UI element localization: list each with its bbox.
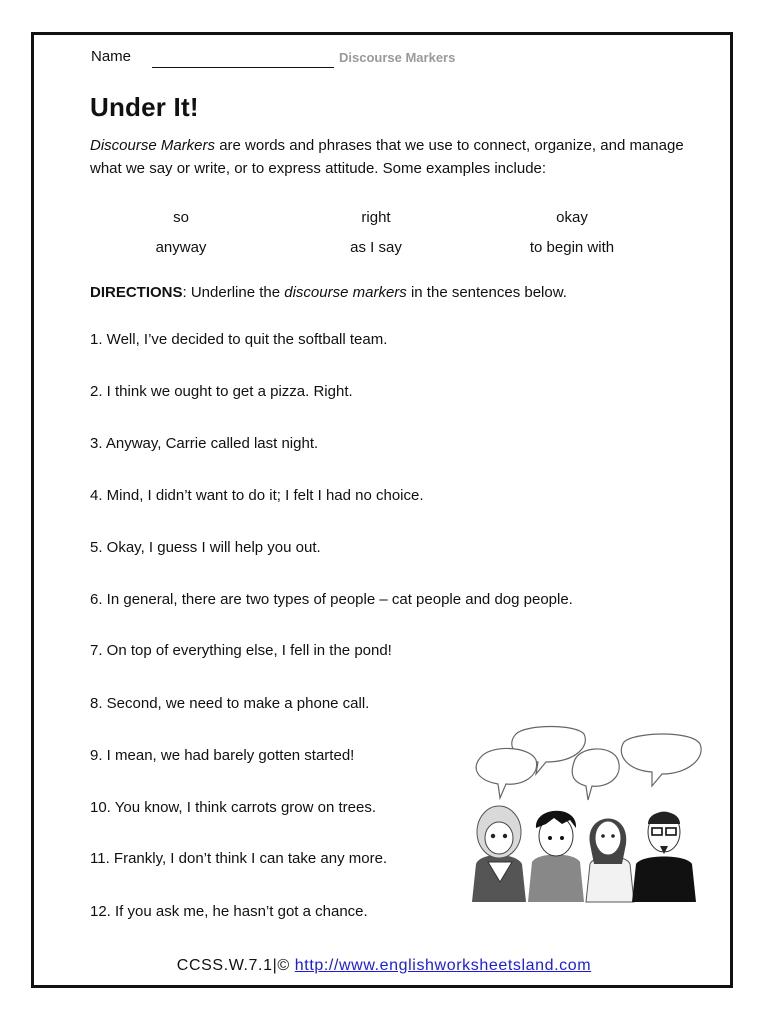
example-word: as I say	[350, 239, 402, 256]
person-man-glasses	[632, 812, 696, 902]
sentence-item: 5. Okay, I guess I will help you out.	[90, 539, 321, 556]
directions-text-end: in the sentences below.	[406, 284, 567, 301]
footer	[0, 957, 768, 975]
example-word: to begin with	[529, 239, 615, 256]
sentence-item: 4. Mind, I didn’t want to do it; I felt I had no choice.	[90, 487, 424, 504]
directions	[90, 284, 567, 301]
example-word: so	[173, 209, 189, 226]
name-label: Name	[91, 48, 132, 65]
sentence-item: 2. I think we ought to get a pizza. Right.	[90, 383, 353, 400]
sentence-item: 8. Second, we need to make a phone call.	[90, 695, 370, 712]
page-title: Under It!	[90, 92, 199, 122]
intro-term: Discourse Markers	[90, 137, 216, 154]
example-word: right	[361, 209, 391, 226]
speech-bubble	[476, 748, 536, 798]
speech-bubble	[621, 734, 701, 786]
people-speech-bubbles-illustration	[466, 724, 714, 904]
sentence-item: 1. Well, I’ve decided to quit the softball team.	[90, 331, 388, 348]
sentence-item: 9. I mean, we had barely gotten started!	[90, 747, 355, 764]
directions-italic: discourse markers	[284, 284, 407, 301]
person-boy-1	[528, 811, 584, 902]
sentence-item: 7. On top of everything else, I fell in the pond!	[90, 642, 392, 659]
directions-text: : Underline the	[182, 284, 285, 301]
sentence-item: 3. Anyway, Carrie called last night.	[90, 435, 319, 452]
sentence-item: 6. In general, there are two types of people – cat people and dog people.	[90, 591, 573, 608]
sentence-item: 12. If you ask me, he hasn’t got a chance.	[90, 903, 368, 920]
footer-standard: CCSS.W.7.1|©	[176, 957, 295, 974]
sentence-item: 11. Frankly, I don’t think I can take any more.	[90, 850, 388, 867]
name-blank-line	[152, 67, 334, 68]
person-girl-2	[586, 818, 634, 902]
sentence-item: 10. You know, I think carrots grow on trees.	[90, 799, 376, 816]
example-word: anyway	[155, 239, 207, 256]
worksheet-subject: Discourse Markers	[339, 50, 456, 65]
intro-text: are words and phrases that we use to connect, organize, and manage what we say or write, or to express attitude. Some examples include:	[90, 137, 684, 177]
person-girl-1	[472, 806, 526, 902]
example-word: okay	[556, 209, 588, 226]
footer-website-link[interactable]: http://www.englishworksheetsland.com	[294, 957, 592, 974]
directions-label: DIRECTIONS	[90, 284, 183, 301]
intro-paragraph	[90, 134, 690, 180]
speech-bubble	[572, 749, 619, 800]
